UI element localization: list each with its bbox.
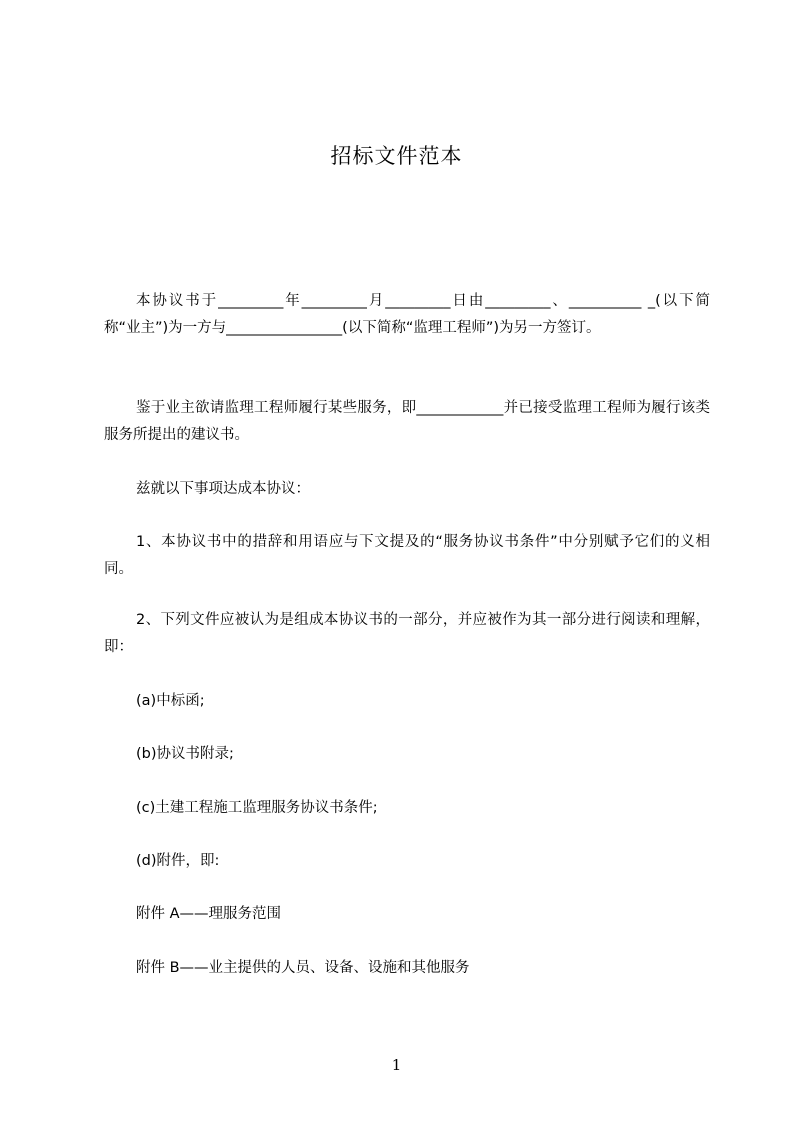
paragraph-whereas: 鉴于业主欲请监理工程师履行某些服务，即____________并已接受监理工程师为履行该类服务所提出的建议书。: [104, 400, 710, 443]
annex-a: 附件 A——理服务范围: [136, 906, 282, 922]
paragraph-agreed: 兹就以下事项达成本协议：: [136, 481, 310, 497]
annex-b: 附件 B——业主提供的人员、设备、设施和其他服务: [136, 960, 470, 976]
list-item-c: (c)土建工程施工监理服务协议书条件;: [136, 800, 378, 816]
paragraph-agreement-date: 本协议书于_________年_________月_________日由_________、__________ _(以下简称“业主”)为一方与________________(以下简称“监理工程师”)为另一方签订。: [104, 293, 710, 336]
document-title: 招标文件范本: [330, 144, 463, 168]
paragraph-clause-1: 1、本协议书中的措辞和用语应与下文提及的“服务协议书条件”中分别赋予它们的义相同。: [104, 534, 710, 577]
page-number: 1: [391, 1056, 402, 1074]
list-item-b: (b)协议书附录;: [136, 746, 234, 762]
list-item-a: (a)中标函;: [136, 693, 205, 709]
list-item-d: (d)附件，即:: [136, 853, 220, 869]
paragraph-clause-2: 2、下列文件应被认为是组成本协议书的一部分，并应被作为其一部分进行阅读和理解，即：: [104, 612, 710, 655]
